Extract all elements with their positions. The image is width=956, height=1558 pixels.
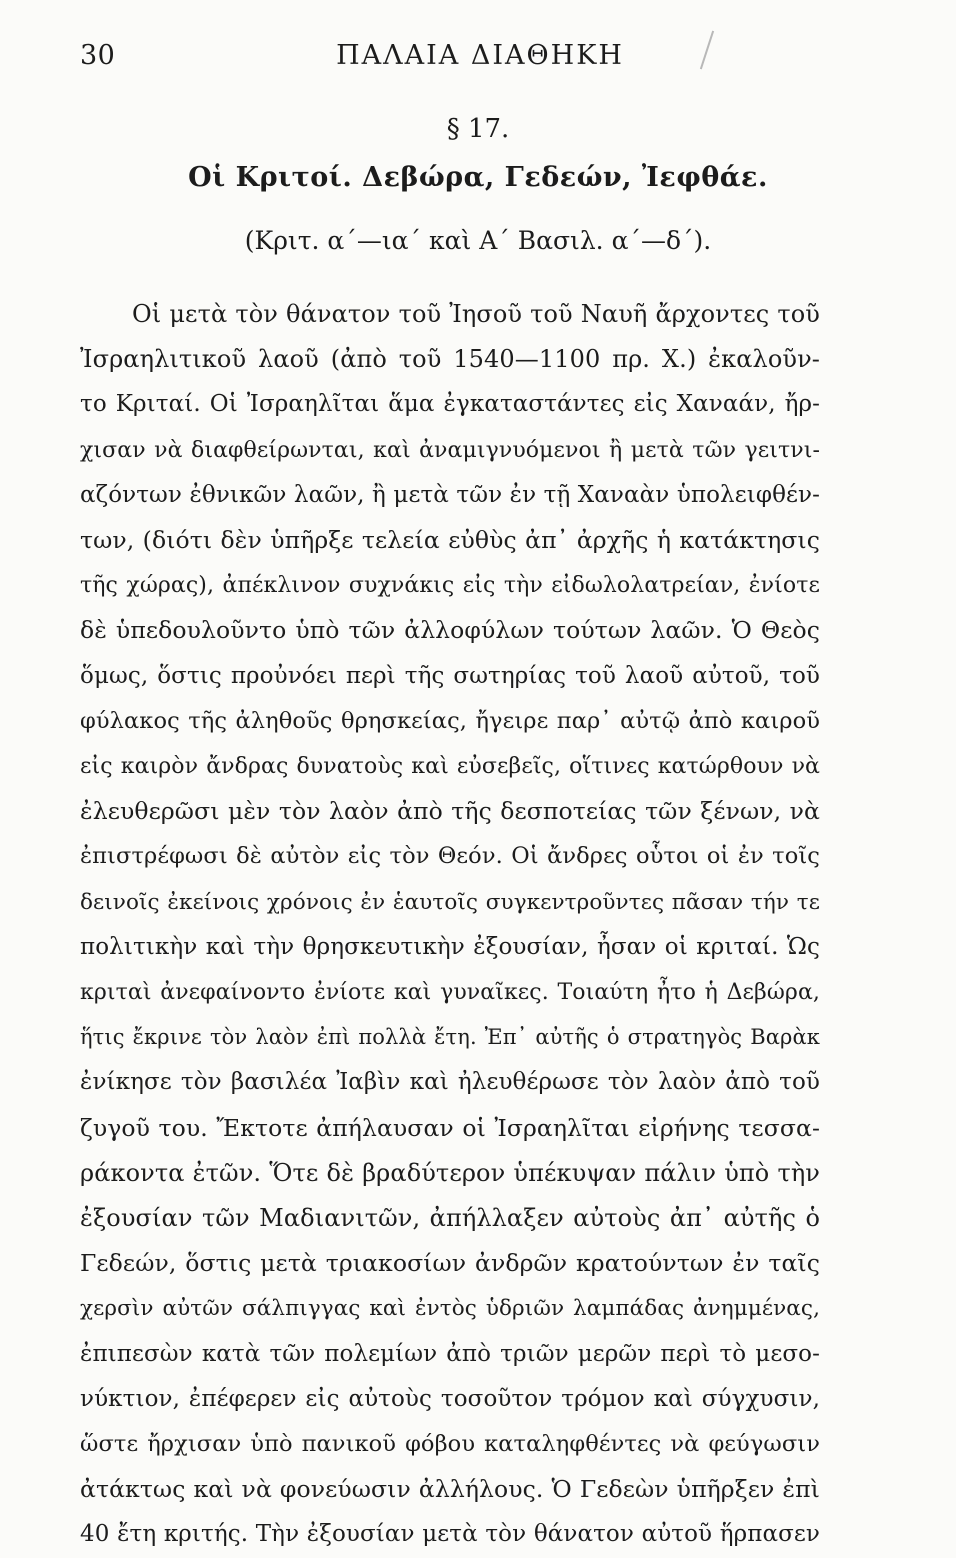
text-line: ἐξουσίαν τῶν Μαδιανιτῶν, ἀπήλλαξεν αὐτοὺς ἀπ᾽ αὐτῆς ὁ: [80, 1204, 820, 1233]
text-line: 40 ἔτη κριτής. Τὴν ἐξουσίαν μετὰ τὸν θάνατον αὐτοῦ ἥρπασεν: [80, 1521, 820, 1548]
text-line: Ἰσραηλιτικοῦ λαοῦ (ἀπὸ τοῦ 1540—1100 πρ. Χ.) ἐκαλοῦν-: [80, 345, 820, 374]
text-line: αζόντων ἐθνικῶν λαῶν, ἢ μετὰ τῶν ἐν τῇ Χαναὰν ὑπολειφθέν-: [80, 481, 820, 508]
text-line: πολιτικὴν καὶ τὴν θρησκευτικὴν ἐξουσίαν, ἦσαν οἱ κριταί. Ὡς: [80, 933, 820, 960]
text-line: χισαν νὰ διαφθείρωνται, καὶ ἀναμιγνυόμενοι ἢ μετὰ τῶν γειτνι-: [80, 437, 820, 463]
text-line: τῆς χώρας), ἀπέκλινον συχνάκις εἰς τὴν εἰδωλολατρείαν, ἐνίοτε: [80, 573, 820, 599]
text-line: ἥτις ἔκρινε τὸν λαὸν ἐπὶ πολλὰ ἔτη. Ἐπ᾽ αὐτῆς ὁ στρατηγὸς Βαρὰκ: [80, 1025, 820, 1050]
text-line: χερσὶν αὐτῶν σάλπιγγας καὶ ἐντὸς ὑδριῶν λαμπάδας ἀνημμένας,: [80, 1296, 820, 1322]
text-line: ράκοντα ἐτῶν. Ὅτε δὲ βραδύτερον ὑπέκυψαν πάλιν ὑπὸ τὴν: [80, 1158, 820, 1187]
text-line: φύλακος τῆς ἀληθοῦς θρησκείας, ἤγειρε παρ᾽ αὐτῷ ἀπὸ καιροῦ: [80, 707, 820, 734]
text-line: ἐπιπεσὼν κατὰ τῶν πολεμίων ἀπὸ τριῶν μερῶν περὶ τὸ μεσο-: [80, 1340, 820, 1367]
running-title: ΠΑΛΑΙΑ ΔΙΑΘΗΚΗ: [336, 40, 624, 71]
text-line: κριταὶ ἀνεφαίνοντο ἐνίοτε καὶ γυναῖκες. Τοιαύτη ἦτο ἡ Δεβώρα,: [80, 980, 820, 1006]
section-number: § 17.: [446, 114, 510, 144]
text-line: ἐνίκησε τὸν βασιλέα Ἰαβὶν καὶ ἠλευθέρωσε τὸν λαὸν ἀπὸ τοῦ: [80, 1069, 820, 1096]
text-line: ὅμως, ὅστις προὐνόει περὶ τῆς σωτηρίας τοῦ λαοῦ αὐτοῦ, τοῦ: [80, 662, 820, 689]
text-line: εἰς καιρὸν ἄνδρας δυνατοὺς καὶ εὐσεβεῖς, οἵτινες κατώρθουν νὰ: [80, 754, 820, 780]
text-line: ἀτάκτως καὶ νὰ φονεύωσιν ἀλλήλους. Ὁ Γεδεὼν ὑπῆρξεν ἐπὶ: [80, 1475, 820, 1504]
page-number: 30: [80, 40, 116, 71]
section-heading: Οἱ Κριτοί. Δεβώρα, Γεδεών, Ἰεφθάε.: [188, 162, 768, 193]
page-header: [80, 40, 840, 80]
text-line: Γεδεών, ὅστις μετὰ τριακοσίων ἀνδρῶν κρατούντων ἐν ταῖς: [80, 1249, 820, 1278]
text-line: νύκτιον, ἐπέφερεν εἰς αὐτοὺς τοσοῦτον τρόμον καὶ σύγχυσιν,: [80, 1385, 820, 1412]
text-line: των, (διότι δὲν ὑπῆρξε τελεία εὐθὺς ἀπ᾽ ἀρχῆς ἡ κατάκτησις: [80, 526, 820, 555]
text-line: δὲ ὑπεδουλοῦντο ὑπὸ τῶν ἀλλοφύλων τούτων λαῶν. Ὁ Θεὸς: [80, 616, 820, 645]
section-reference: (Κριτ. α΄—ια΄ καὶ Α΄ Βασιλ. α΄—δ΄).: [244, 226, 712, 255]
text-line: ἐπιστρέφωσι δὲ αὐτὸν εἰς τὸν Θεόν. Οἱ ἄνδρες οὗτοι οἱ ἐν τοῖς: [80, 843, 820, 870]
text-line: Οἱ μετὰ τὸν θάνατον τοῦ Ἰησοῦ τοῦ Ναυῆ ἄρχοντες τοῦ: [132, 300, 820, 328]
text-line: δεινοῖς ἐκείνοις χρόνοις ἐν ἑαυτοῖς συγκεντροῦντες πᾶσαν τήν τε: [80, 889, 820, 915]
text-line: ὥστε ἤρχισαν ὑπὸ πανικοῦ φόβου καταληφθέντες νὰ φεύγωσιν: [80, 1431, 820, 1458]
text-line: ἐλευθερῶσι μὲν τὸν λαὸν ἀπὸ τῆς δεσποτείας τῶν ξένων, νὰ: [80, 797, 820, 826]
body-text: [80, 292, 820, 1558]
text-line: το Κριταί. Οἱ Ἰσραηλῖται ἅμα ἐγκαταστάντες εἰς Χαναάν, ἤρ-: [80, 391, 820, 418]
text-line: ζυγοῦ του. Ἔκτοτε ἀπήλαυσαν οἱ Ἰσραηλῖται εἰρήνης τεσσα-: [80, 1113, 820, 1142]
